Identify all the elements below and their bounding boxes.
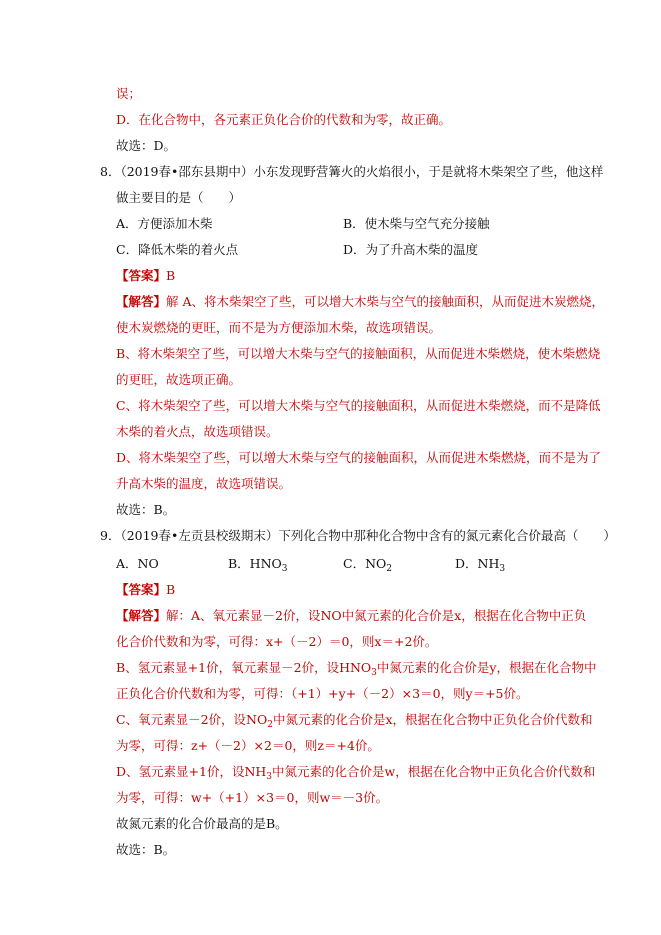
q8-answer — [116, 268, 175, 284]
q8-option-d: D．为了升高木柴的温度 — [343, 242, 479, 257]
q9-answer — [116, 582, 175, 598]
prev-analysis-line: 误； — [116, 86, 142, 101]
analysis-text: 解 A、将木柴架空了些，可以增大木柴与空气的接触面积，从而促进木炭燃烧， — [166, 294, 605, 309]
q8-analysis-a1 — [116, 294, 604, 310]
q9-option-d — [455, 556, 505, 572]
q9-analysis-b1 — [116, 660, 596, 676]
analysis-text: C、氧元素显－2价，设NO — [116, 712, 268, 727]
q8-option-a: A．方便添加木柴 — [116, 216, 213, 231]
prev-analysis-line: D．在化合物中，各元素正负化合价的代数和为零，故正确。 — [116, 112, 452, 127]
q9-analysis-c2: 为零，可得：z+（－2）×2＝0，则z＝+4价。 — [116, 738, 380, 753]
q8-option-c: C．降低木柴的着火点 — [116, 242, 239, 257]
q9-option-b-text: B．HNO — [228, 556, 282, 571]
q9-analysis-b2: 正负化合价代数和为零，可得：（+1）+y+（－2）×3＝0，则y＝+5价。 — [116, 686, 529, 701]
subscript: 2 — [267, 720, 273, 730]
q9-option-a: A．NO — [116, 556, 159, 571]
subscript: 3 — [499, 564, 506, 574]
q8-analysis-d1: D、将木柴架空了些，可以增大木柴与空气的接触面积，从而促进木柴燃烧，而不是为了 — [116, 450, 602, 465]
answer-tag: 【答案】 — [116, 268, 167, 283]
analysis-text: 中氮元素的化合价是x，根据在化合物中正负化合价代数和 — [272, 712, 593, 727]
analysis-text: D、氢元素显+1价，设NH — [116, 764, 267, 779]
q9-analysis-d2: 为零，可得：w+（+1）×3＝0，则w＝－3价。 — [116, 790, 389, 805]
q8-choose: 故选：B。 — [116, 502, 176, 517]
subscript: 2 — [386, 564, 392, 574]
analysis-text: 中氮元素的化合价是y，根据在化合物中 — [376, 660, 597, 675]
q9-analysis-d1 — [116, 764, 595, 780]
q9-stem-text: （2019春•左贡县校级期末）下列化合物中那种化合物中含有的氮元素化合价最高（ ） — [120, 528, 616, 543]
q9-conclusion: 故氮元素的化合价最高的是B。 — [116, 816, 288, 831]
q9-choose: 故选：B。 — [116, 842, 176, 857]
q8-analysis-c1: C、将木柴架空了些，可以增大木柴与空气的接触面积，从而促进木柴燃烧，而不是降低 — [116, 398, 601, 413]
answer-value: B — [166, 268, 176, 283]
subscript: 3 — [281, 564, 288, 574]
q8-analysis-c2: 木柴的着火点，故选项错误。 — [116, 424, 279, 439]
q9-option-c — [343, 556, 392, 572]
prev-choose: 故选：D。 — [116, 138, 177, 153]
q9-analysis-c1 — [116, 712, 593, 728]
subscript: 3 — [266, 772, 273, 782]
q9-analysis-a2: 化合价代数和为零，可得：x+（－2）＝0，则x＝+2价。 — [116, 634, 438, 649]
q8-analysis-b2: 的更旺，故选项正确。 — [116, 372, 242, 387]
analysis-tag: 【解答】 — [116, 608, 167, 623]
answer-value: B — [166, 582, 176, 597]
q8-option-b: B．使木柴与空气充分接触 — [343, 216, 490, 231]
q9-number: 9． — [100, 528, 121, 543]
q8-analysis-b1: B、将木柴架空了些，可以增大木柴与空气的接触面积，从而促进木柴燃烧，使木柴燃烧 — [116, 346, 601, 361]
q8-number: 8． — [100, 164, 121, 179]
q8-stem-cont: 做主要目的是（ ） — [116, 190, 242, 205]
q8-analysis-a2: 使木炭燃烧的更旺，而不是为方便添加木柴，故选项错误。 — [116, 320, 442, 335]
subscript: 3 — [371, 668, 377, 678]
q8-stem-text: （2019春•邵东县期中）小东发现野营篝火的火焰很小，于是就将木柴架空了些，他这样 — [120, 164, 604, 179]
q9-option-d-text: D．NH — [455, 556, 500, 571]
q9-option-b — [228, 556, 288, 572]
answer-tag: 【答案】 — [116, 582, 167, 597]
analysis-tag: 【解答】 — [116, 294, 167, 309]
q9-option-c-text: C．NO — [343, 556, 387, 571]
q9-stem — [100, 528, 616, 544]
analysis-text: 解：A、氧元素显－2价，设NO中氮元素的化合价是x，根据在化合物中正负 — [166, 608, 587, 623]
q8-stem — [100, 164, 603, 180]
q8-analysis-d2: 升高木柴的温度，故选项错误。 — [116, 476, 292, 491]
analysis-text: B、氢元素显+1价，氧元素显－2价，设HNO — [116, 660, 372, 675]
q9-analysis-a1 — [116, 608, 586, 624]
analysis-text: 中氮元素的化合价是w，根据在化合物中正负化合价代数和 — [272, 764, 596, 779]
